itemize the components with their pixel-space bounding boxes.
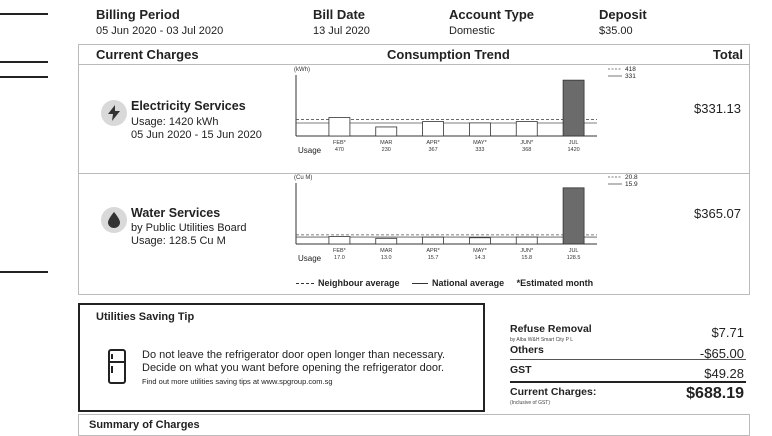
summary-title: Summary of Charges bbox=[89, 419, 200, 431]
account-type-value: Domestic bbox=[449, 25, 495, 37]
current-charges-divider bbox=[510, 381, 746, 383]
deposit-value: $35.00 bbox=[599, 25, 633, 37]
margin-mark bbox=[0, 76, 48, 78]
category-label: FEB* bbox=[332, 140, 346, 146]
value-label: 230 bbox=[381, 147, 391, 153]
gst-divider bbox=[510, 359, 746, 360]
bar-feb bbox=[329, 118, 350, 136]
value-label: 13.0 bbox=[380, 255, 392, 261]
bill-date-label: Bill Date bbox=[313, 7, 366, 22]
category-label: FEB* bbox=[332, 248, 346, 254]
refuse-removal-label: Refuse Removal bbox=[510, 323, 592, 335]
bar-jun bbox=[516, 122, 537, 136]
gst-label: GST bbox=[510, 364, 532, 376]
gst-value: $49.28 bbox=[704, 366, 744, 381]
others-value: -$65.00 bbox=[699, 346, 744, 361]
usage-row-label: Usage bbox=[298, 146, 322, 155]
billing-period-label: Billing Period bbox=[96, 7, 180, 22]
national-average-value: 15.9 bbox=[625, 181, 638, 188]
chart-unit-label: (Cu M) bbox=[294, 175, 313, 181]
margin-mark bbox=[0, 13, 48, 15]
saving-tip-title: Utilities Saving Tip bbox=[96, 311, 195, 323]
neighbour-average-value: 418 bbox=[625, 66, 636, 73]
deposit-label: Deposit bbox=[599, 7, 647, 22]
water-provider: by Public Utilities Board bbox=[131, 222, 247, 234]
bill-date bbox=[313, 7, 370, 37]
account-type bbox=[449, 7, 534, 37]
saving-tip-text: Do not leave the refrigerator door open longer than necessary. Decide on what you want before opening the refrigerator door. bbox=[142, 349, 446, 374]
chart-unit-label: (kWh) bbox=[294, 67, 310, 73]
bar-apr bbox=[423, 122, 444, 136]
national-average-value: 331 bbox=[625, 73, 636, 80]
value-label: 368 bbox=[522, 147, 532, 153]
neighbour-average-value: 20.8 bbox=[625, 174, 638, 181]
lightning-icon bbox=[107, 105, 121, 121]
bar-may bbox=[469, 238, 490, 244]
bar-mar bbox=[376, 127, 397, 136]
billing-period bbox=[96, 7, 223, 37]
value-label: 15.8 bbox=[521, 255, 533, 261]
bar-jun bbox=[516, 237, 537, 244]
value-label: 333 bbox=[475, 147, 485, 153]
neighbour-legend-swatch bbox=[296, 283, 314, 284]
current-charges-label: Current Charges: bbox=[510, 386, 597, 398]
current-charges-heading: Current Charges bbox=[96, 47, 199, 62]
category-label: MAY* bbox=[473, 248, 487, 254]
margin-mark bbox=[0, 61, 48, 63]
bar-feb bbox=[329, 237, 350, 244]
value-label: 17.0 bbox=[334, 255, 345, 261]
electricity-title: Electricity Services bbox=[131, 99, 246, 113]
water-icon-circle bbox=[101, 207, 127, 233]
value-label: 1420 bbox=[567, 147, 580, 153]
category-label: JUN* bbox=[520, 140, 534, 146]
category-label: APR* bbox=[426, 140, 440, 146]
bar-jul bbox=[563, 188, 584, 244]
water-chart bbox=[290, 171, 650, 271]
account-type-label: Account Type bbox=[449, 7, 534, 22]
neighbour-legend-label: Neighbour average bbox=[318, 278, 400, 288]
water-total: $365.07 bbox=[694, 206, 741, 221]
bar-may bbox=[469, 123, 490, 136]
national-legend-label: National average bbox=[432, 278, 505, 288]
total-heading: Total bbox=[712, 47, 743, 62]
category-label: APR* bbox=[426, 248, 440, 254]
current-charges-value: $688.19 bbox=[686, 385, 744, 402]
water-drop-icon bbox=[107, 212, 121, 228]
charges-header-row bbox=[79, 45, 749, 65]
electricity-icon-circle bbox=[101, 100, 127, 126]
billing-period-value: 05 Jun 2020 - 03 Jul 2020 bbox=[96, 25, 224, 37]
usage-row-label: Usage bbox=[298, 254, 322, 263]
value-label: 14.3 bbox=[474, 255, 486, 261]
refuse-removal-sub: by Alba W&H Smart City P L bbox=[510, 337, 573, 343]
refuse-removal-value: $7.71 bbox=[711, 325, 744, 340]
consumption-trend-heading: Consumption Trend bbox=[387, 47, 510, 62]
category-label: MAR bbox=[380, 248, 393, 254]
category-label: MAY* bbox=[473, 140, 487, 146]
other-charges bbox=[510, 320, 746, 410]
saving-tip-link[interactable]: Find out more utilities saving tips at www.spgroup.com.sg bbox=[142, 377, 333, 386]
category-label: JUL bbox=[568, 248, 579, 254]
bar-mar bbox=[376, 238, 397, 244]
category-label: MAR bbox=[380, 140, 393, 146]
value-label: 470 bbox=[334, 147, 345, 153]
current-charges-sub: (Inclusive of GST) bbox=[510, 400, 551, 406]
value-label: 128.5 bbox=[566, 255, 581, 261]
estimated-legend-label: *Estimated month bbox=[516, 278, 594, 288]
electricity-usage: Usage: 1420 kWh bbox=[131, 116, 219, 128]
electricity-total: $331.13 bbox=[694, 101, 741, 116]
bill-date-value: 13 Jul 2020 bbox=[313, 25, 370, 37]
value-label: 367 bbox=[428, 147, 438, 153]
saving-tip-box bbox=[78, 303, 485, 412]
bar-jul bbox=[563, 80, 584, 136]
category-label: JUL bbox=[568, 140, 579, 146]
others-label: Others bbox=[510, 344, 544, 356]
water-title: Water Services bbox=[131, 206, 221, 220]
summary-box bbox=[78, 414, 750, 436]
water-usage: Usage: 128.5 Cu M bbox=[131, 235, 226, 247]
national-legend-swatch bbox=[412, 283, 428, 284]
chart-legend bbox=[296, 278, 593, 288]
category-label: JUN* bbox=[520, 248, 534, 254]
electricity-period: 05 Jun 2020 - 15 Jun 2020 bbox=[131, 129, 262, 141]
bar-apr bbox=[423, 237, 444, 244]
value-label: 15.7 bbox=[427, 255, 439, 261]
margin-mark bbox=[0, 271, 48, 273]
refrigerator-icon bbox=[108, 349, 126, 385]
electricity-chart bbox=[290, 63, 650, 163]
deposit bbox=[599, 7, 647, 37]
